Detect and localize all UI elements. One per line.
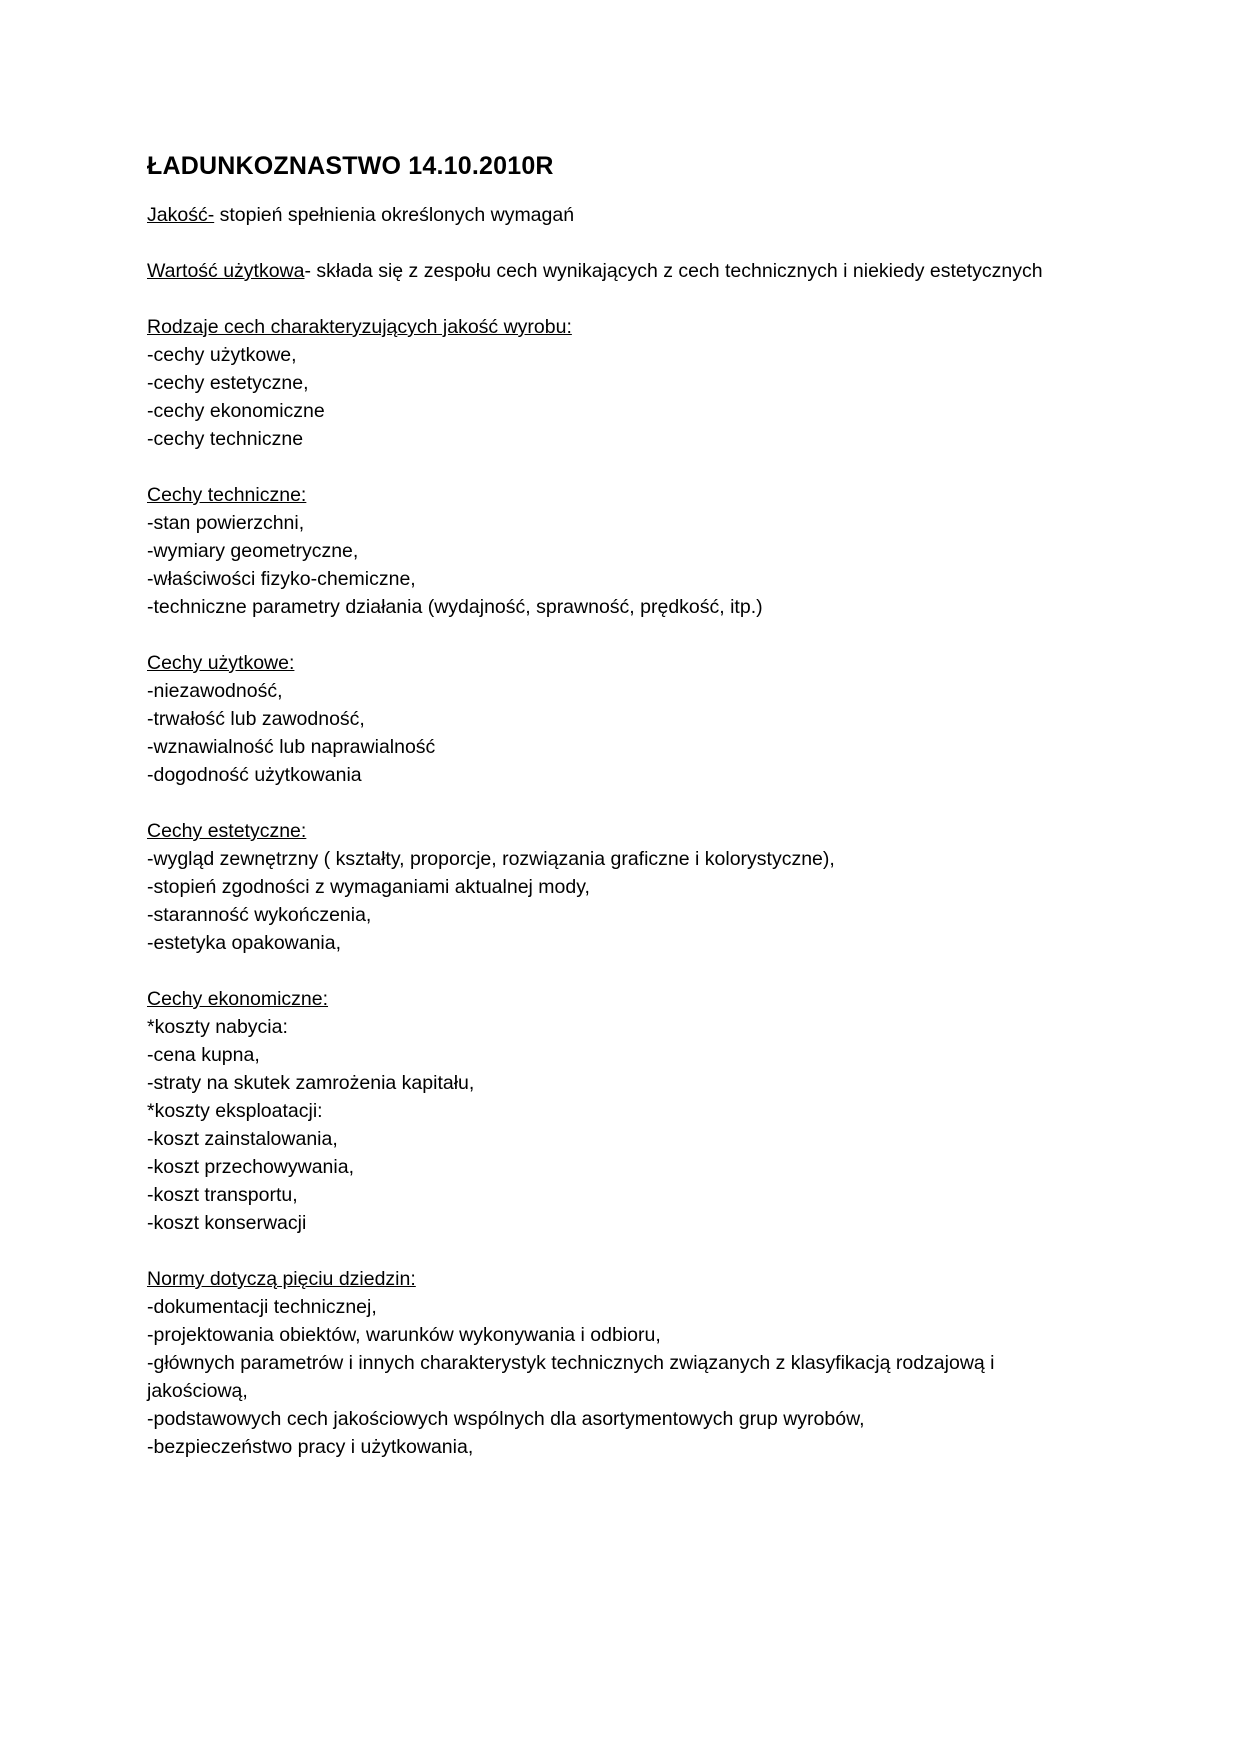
list-item: -estetyka opakowania, [147,932,342,954]
section-aesthetic-features [147,817,1097,957]
list-item: -bezpieczeństwo pracy i użytkowania, [147,1436,474,1458]
list-item: -cechy użytkowe, [147,344,297,366]
section-heading: Cechy użytkowe: [147,652,295,674]
section-feature-types [147,313,1097,453]
list-item: -cechy estetyczne, [147,372,309,394]
list-item: -cena kupna, [147,1044,260,1066]
list-item: -wygląd zewnętrzny ( kształty, proporcje, rozwiązania graficzne i kolorystyczne), [147,848,835,870]
list-item: -stan powierzchni, [147,512,305,534]
list-item: *koszty eksploatacji: [147,1100,323,1122]
definition-text: stopień spełnienia określonych wymagań [214,204,575,226]
list-item: -trwałość lub zawodność, [147,708,365,730]
list-item: -stopień zgodności z wymaganiami aktualnej mody, [147,876,590,898]
list-item: -dogodność użytkowania [147,764,362,786]
section-heading: Normy dotyczą pięciu dziedzin: [147,1268,416,1290]
list-item: -dokumentacji technicznej, [147,1296,377,1318]
section-economic-features [147,985,1097,1237]
list-item: -wznawialność lub naprawialność [147,736,436,758]
section-heading: Rodzaje cech charakteryzujących jakość wyrobu: [147,316,572,338]
section-standards-domains [147,1265,1097,1461]
list-item: -właściwości fizyko-chemiczne, [147,568,416,590]
list-item: -niezawodność, [147,680,283,702]
definition-quality [147,201,1097,229]
list-item: -koszt transportu, [147,1184,298,1206]
list-item: -staranność wykończenia, [147,904,372,926]
list-item: -techniczne parametry działania (wydajność, sprawność, prędkość, itp.) [147,596,763,618]
list-item: -straty na skutek zamrożenia kapitału, [147,1072,475,1094]
definition-term: Wartość użytkowa [147,260,305,282]
list-item: -głównych parametrów i innych charakterystyk technicznych związanych z klasyfikacją rodzajową i jakościową, [147,1352,995,1402]
definition-term: Jakość- [147,204,215,226]
definition-text: - składa się z zespołu cech wynikających z cech technicznych i niekiedy estetycznych [304,260,1043,282]
list-item: -podstawowych cech jakościowych wspólnych dla asortymentowych grup wyrobów, [147,1408,865,1430]
section-heading: Cechy estetyczne: [147,820,307,842]
list-item: -projektowania obiektów, warunków wykonywania i odbioru, [147,1324,661,1346]
section-utility-features [147,649,1097,789]
list-item: -koszt konserwacji [147,1212,307,1234]
document-title: ŁADUNKOZNASTWO 14.10.2010R [147,152,554,180]
document-content [147,148,1097,1489]
section-heading: Cechy techniczne: [147,484,307,506]
list-item: -cechy ekonomiczne [147,400,325,422]
definition-utility-value [147,257,1097,285]
section-technical-features [147,481,1097,621]
list-item: -wymiary geometryczne, [147,540,359,562]
list-item: -koszt zainstalowania, [147,1128,338,1150]
list-item: -koszt przechowywania, [147,1156,354,1178]
section-heading: Cechy ekonomiczne: [147,988,329,1010]
list-item: -cechy techniczne [147,428,304,450]
list-item: *koszty nabycia: [147,1016,288,1038]
